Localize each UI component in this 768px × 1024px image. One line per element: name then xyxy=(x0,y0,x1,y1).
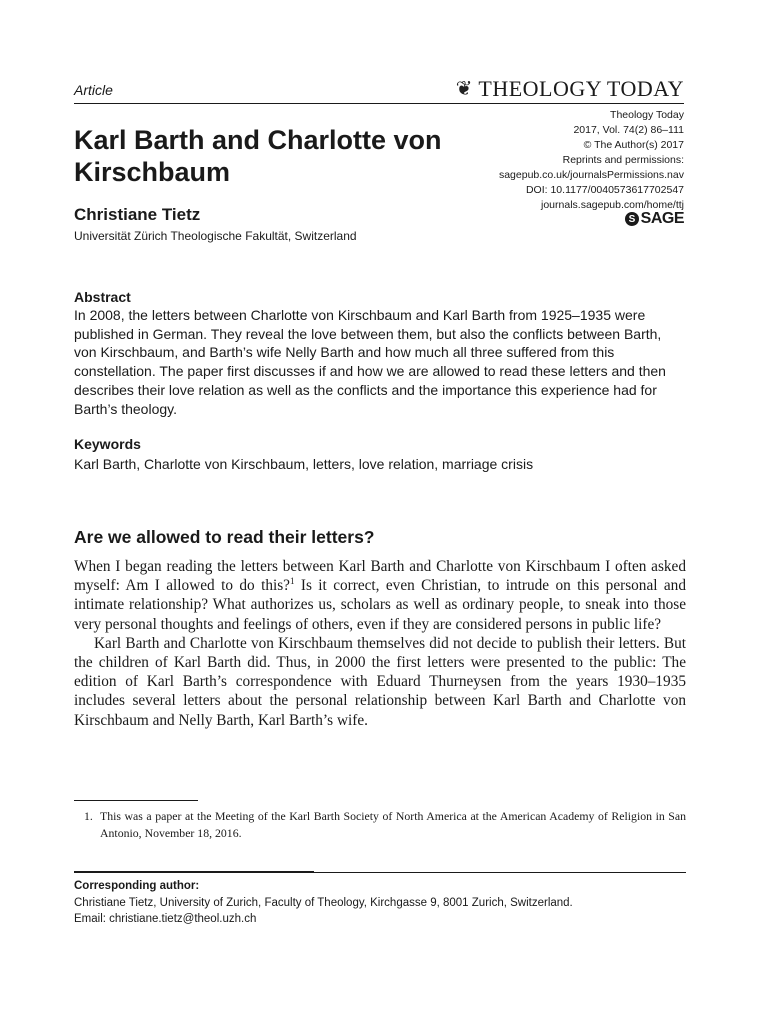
keywords-heading: Keywords xyxy=(74,436,141,452)
meta-doi[interactable]: DOI: 10.1177/0040573617702547 xyxy=(525,184,684,196)
paragraph-1-end: Is it correct, even Christian, to intrude on this personal and intimate relationship? What authorizes us, scholars as well as ordinary people, to sneak into those very personal thoughts and feelings of others, even if they are considered persons in public life? xyxy=(74,577,686,633)
sage-logo-text: SAGE xyxy=(640,210,684,227)
sage-logo-mark: S xyxy=(625,212,639,226)
body-text xyxy=(74,557,686,730)
corresponding-email[interactable]: Email: christiane.tietz@theol.uzh.ch xyxy=(74,913,257,925)
fleur-ornament-icon: ❦ xyxy=(455,78,473,100)
meta-permissions-link[interactable]: sagepub.co.uk/journalsPermissions.nav xyxy=(498,169,684,181)
meta-journal-link[interactable]: journals.sagepub.com/home/ttj xyxy=(541,199,684,211)
article-title: Karl Barth and Charlotte von Kirschbaum xyxy=(74,125,442,187)
footnote-rule xyxy=(74,800,198,801)
footnote-ref-1[interactable]: 1 xyxy=(289,576,295,587)
meta-volume: 2017, Vol. 74(2) 86–111 xyxy=(573,124,684,136)
meta-copyright: © The Author(s) 2017 xyxy=(583,139,684,151)
sage-logo xyxy=(625,210,684,228)
footnote-number: 1. xyxy=(84,809,93,823)
author-name: Christiane Tietz xyxy=(74,205,201,224)
article-type-label: Article xyxy=(74,82,113,98)
paragraph-2: Karl Barth and Charlotte von Kirschbaum themselves did not decide to publish their letters. But the children of Karl Barth did. Thus, in 2000 the first letters were presented to the public: The edition of Karl Barth’s correspondence with Eduard Thurneysen from the years 1930–1935 includes several letters about the personal relationship between Karl Barth and Charlotte von Kirschbaum and Nelly Barth, Karl Barth’s wife. xyxy=(74,634,686,729)
meta-journal: Theology Today xyxy=(610,109,684,121)
corresponding-rule-accent xyxy=(74,871,314,873)
abstract-heading: Abstract xyxy=(74,289,131,305)
section-heading: Are we allowed to read their letters? xyxy=(74,527,375,547)
author-affiliation: Universität Zürich Theologische Fakultät, Switzerland xyxy=(74,229,357,243)
journal-logo xyxy=(456,76,684,102)
paragraph-1 xyxy=(74,557,686,634)
keywords-text: Karl Barth, Charlotte von Kirschbaum, letters, love relation, marriage crisis xyxy=(74,456,534,472)
footnote-text: This was a paper at the Meeting of the Karl Barth Society of North America at the American Academy of Religion in San Antonio, November 18, 2016. xyxy=(100,809,686,840)
header-rule xyxy=(74,103,684,104)
meta-reprints: Reprints and permissions: xyxy=(562,154,684,166)
footnote-1 xyxy=(74,808,686,842)
corresponding-address: Christiane Tietz, University of Zurich, Faculty of Theology, Kirchgasse 9, 8001 Zurich, Switzerland. xyxy=(74,897,573,909)
corresponding-heading: Corresponding author: xyxy=(74,880,200,892)
abstract-text: In 2008, the letters between Charlotte von Kirschbaum and Karl Barth from 1925–1935 were published in German. They reveal the love between them, but also the conflicts between Barth, von Kirschbaum, and Barth’s wife Nelly Barth and how much all three suffered from this constellation. The paper first discusses if and how we are allowed to read these letters and then describes their love relation as well as the conflicts and the importance this experience had for Barth’s theology. xyxy=(74,307,666,417)
journal-name: THEOLOGY TODAY xyxy=(478,76,684,101)
publication-meta xyxy=(444,108,684,213)
paragraph-1-start: When I began reading the letters between Karl Barth and Charlotte von Kirschbaum I often asked myself: Am I allowed to do this? xyxy=(74,558,686,595)
